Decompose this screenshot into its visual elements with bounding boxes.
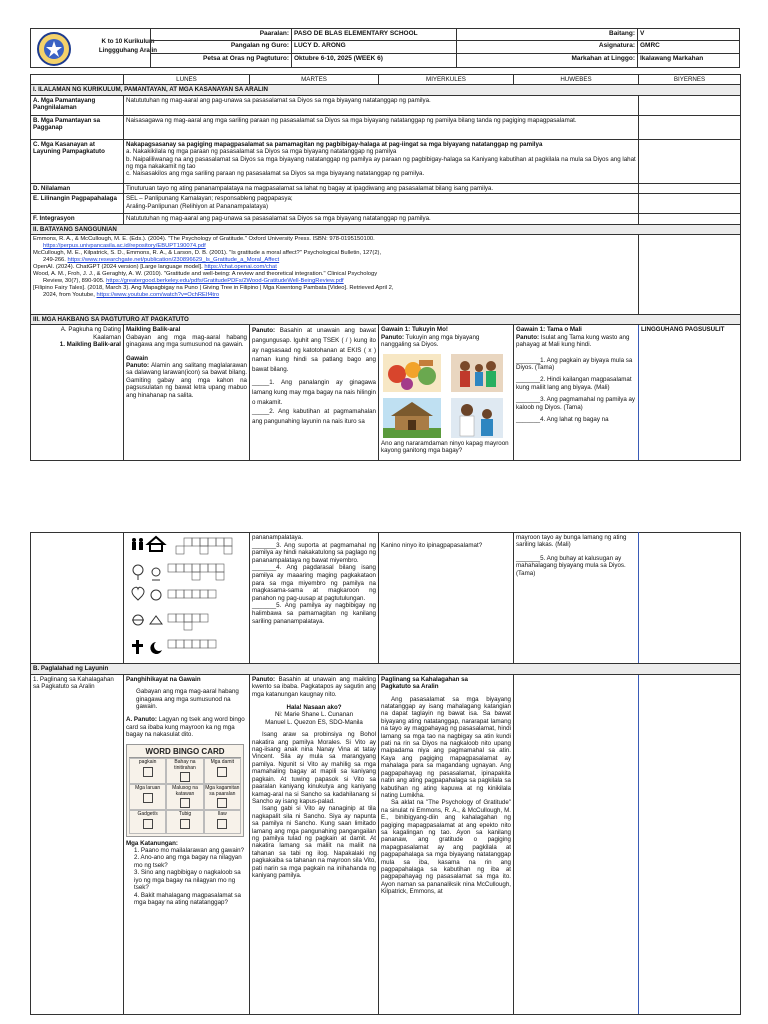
huwebes-B [514, 674, 639, 1014]
bingo-cell-label: Mga damit [210, 758, 234, 765]
references [31, 235, 639, 315]
miy-title: Gawain 1: Tukuyin Mo! [381, 326, 448, 334]
martes-item-3: _______3. Ang suporta at pagmamahal ng pamilya ay hindi nakakatulong sa paglago ng pananampalataya ng bawat miyembro. [252, 541, 376, 564]
martes-panuto-label: Panuto: [252, 327, 276, 335]
story-org: Manuel L. Quezon ES, SDO-Manila [265, 718, 363, 726]
food-image [383, 354, 441, 392]
huw-item-4: _______4. Ang lahat ng bagay na [516, 416, 609, 424]
huw-panuto-text: Isulat ang Tama kung wasto ang pahayag at Mali kung hindi. [516, 333, 630, 349]
ref-2b: 249-266. [43, 257, 66, 264]
miy-B-title2: Pagkatuto sa Aralin [381, 683, 439, 691]
row-f-label: F. Integrasyon [31, 214, 124, 224]
bingo-checkbox[interactable] [217, 819, 227, 829]
martes-item-5: _______5. Ang pamilya ay nagbibigay ng halimbawa sa pamamagitan ng kanilang sariling pananampalataya. [252, 602, 376, 625]
header-block [30, 28, 740, 68]
lunes-B-a-label: A. Panuto: [126, 716, 157, 724]
word-puzzle [124, 533, 250, 664]
huw-title: Gawain 1: Tama o Mali [516, 326, 582, 334]
huw-cont: mayroon tayo ay bunga lamang ng ating sariling lakas. (Mali) [516, 534, 627, 549]
biyernes-p2 [639, 533, 741, 664]
huw-item-5: _______5. Ang buhay at kalusugan ay mahahalagang biyayang mula sa Diyos. (Tama) [516, 554, 626, 577]
p2-label-blank [31, 533, 124, 664]
heart-icon [132, 587, 161, 600]
sectionB-label: 1. Paglinang sa Kahalagahan sa Pagkatuto sa Aralin [31, 674, 124, 1014]
miy-B-p1: Ang pasasalamat sa mga biyayang natatanggap ay isang mahalagang katangian na dapat taglayin ng bawat isa. Sa bawat biyayang ating natatanggap, nararapat lamang na tayo ay magpahayag ng pasasalamat, hindi lamang sa mga tao na nagbigay sa atin kundi pati na rin sa Diyos na nagkaloob nito upang maipadama niya ang pagmamahal sa atin. Kaya ang pagiging mapagpasalamat ay mahalaga para sa magandang ugnayan. Ang pagpapahayag ng pasasalamat, ipinapakita natin ang ating pagpapahalaga sa pagkilala sa kabutihan ng ating kapuwa at ng kinikilala nating Lumikha. [381, 695, 511, 799]
ref-1-link[interactable]: https://perpus.univpancasila.ac.id/repository/EBUPT190074.pdf [43, 243, 206, 250]
bingo-checkbox[interactable] [143, 819, 153, 829]
miy-panuto-label: Panuto: [381, 333, 405, 341]
bingo-cell-label: pagkain [138, 758, 157, 765]
puzzle-graphic [126, 534, 246, 660]
bingo-cell-damit[interactable] [204, 758, 241, 784]
ref-2-link[interactable]: https://www.researchgate.net/publication/230896629_Is_Gratitude_a_Moral_Affect [67, 257, 280, 264]
c-item-c: c. Naisasakilos ang mga sariling paraan ng pasasalamat sa Diyos sa mga biyayang natatanggap ng pamilya. [126, 170, 425, 178]
bingo-cell-kagamitan[interactable] [204, 784, 241, 810]
huwebes-p2 [514, 533, 639, 664]
bingo-cell-label: Tubig [178, 810, 192, 817]
martes-B-panuto-label: Panuto: [252, 675, 276, 683]
paaralan-value: PASO DE BLAS ELEMENTARY SCHOOL [292, 29, 457, 41]
martes-p2 [250, 533, 379, 664]
ref-5b: 2024, from Youtube, [43, 292, 95, 299]
question-1: 1. Paano mo mailalarawan ang gawain? [134, 847, 245, 855]
bingo-cell-tubig[interactable] [166, 810, 203, 834]
ref-4: Wood, A. M., Froh, J. J., & Geraghty, A. W. (2010). "Gratitude and well-being: A review and theoretical integration." Clinical Psychology [33, 271, 378, 278]
row-b-text: Naisasagawa ng mag-aaral ang mga sariling paraan ng pasasalamat sa Diyos sa mga biyayang natatanggap ng pamilya bilang tanda ng pagiging mapagpasalamat. [124, 115, 639, 139]
cross-moon-icon [132, 640, 162, 654]
row-b-label: B. Mga Pamantayan sa Pagganap [31, 115, 124, 139]
biyernes-3a: LINGGUHANG PAGSUSULIT [639, 325, 741, 461]
row-a-blank [639, 95, 741, 115]
martes-item-1: _____1. Ang panalangin ay ginagawa lamang kung may mga bagay na nais hilingin o makamit. [252, 379, 376, 406]
day-header-blank [31, 75, 124, 85]
miyerkules-3a [379, 325, 514, 461]
guro-label: Pangalan ng Guro: [151, 41, 292, 53]
martes-B [250, 674, 379, 1014]
bingo-checkbox[interactable] [180, 798, 190, 808]
title-line2: Linggguhang Aralin [98, 47, 158, 54]
miyerkules-p2 [379, 533, 514, 664]
martes-item-2: _____2. Ang kabutihan at pagmamahalan ang pangunahing layunin na nais ituro sa [252, 408, 376, 425]
family-icon [132, 538, 143, 550]
row-f-text: Natututuhan ng mag-aaral ang pag-unawa sa pasasalamat sa Diyos sa mga biyayang natatanggap ng pamilya. [124, 214, 639, 224]
bingo-checkbox[interactable] [217, 767, 227, 777]
martes-cont: pananampalataya. [252, 534, 303, 541]
row-c-blank [639, 139, 741, 183]
bingo-cell-label: Ilaw [217, 810, 227, 817]
bingo-cell-label: Mga kagamitan sa paaralan [205, 784, 240, 797]
bingo-cell-label: Mga laruan [135, 784, 161, 791]
day-header-biyernes: BIYERNES [639, 75, 741, 85]
question-4: 4. Bakit mahalagang magpasalamat sa mga bagay na ating natatanggap? [134, 891, 241, 906]
lunes-panuto-text: Alamin ang salitang maglalarawan sa dalawang larawan(icon) sa bawat bilang. Gamiting gabay ang mga kahon na pagsusulatan ng bawat letra upang mabuo ang hinahanap na salita. [126, 362, 247, 399]
asignatura-value: GMRC [638, 41, 740, 53]
huw-item-1: _______1. Ang pagkain ay biyaya mula sa Diyos. (Tama) [516, 356, 633, 372]
row-e-label: E. Lilinangin Pagpapahalaga [31, 194, 124, 214]
e-text2: Araling-Panlipunan (Relihiyon at Pananampalataya) [126, 202, 269, 210]
paaralan-label: Paaralan: [151, 29, 292, 41]
row-a-text: Natututuhan ng mag-aaral ang pag-unawa sa pasasalamat sa Diyos sa mga biyayang natatanggap ng pamilya. [124, 95, 639, 115]
lunes-B-a-text: Lagyan ng tsek ang word bingo card sa ibaba kung mayroon ka ng mga bagay na nakasulat dito. [126, 716, 245, 739]
family-image [451, 354, 503, 392]
hands-icon [132, 615, 162, 625]
row-f-blank [639, 214, 741, 224]
grid-rows [176, 538, 232, 554]
biyernes-B [639, 674, 741, 1014]
lunes-B-title: Panghihikayat na Gawain [126, 675, 201, 683]
bingo-cell-ilaw[interactable] [204, 810, 241, 834]
row-d-text: Tinuturuan tayo ng ating pananampalataya na magpasalamat sa lahat ng bagay at ipagdiwang ang pasasalamat bilang isang pamilya. [124, 183, 639, 193]
bingo-cell-bahay[interactable] [166, 758, 203, 784]
bingo-card [126, 744, 244, 837]
markahan-value: Ikalawang Markahan [638, 53, 740, 67]
day-header-martes: MARTES [250, 75, 379, 85]
row-3a-sub: 1. Maikling Balik-aral [59, 341, 121, 349]
row-a-label: A. Mga Pamantayang Pangnilalaman [31, 95, 124, 115]
story-title: Hala! Nasaan ako? [286, 704, 342, 712]
martes-B-text: Basahin at unawain ang maikling kwento sa ibaba. Pagkatapos ay sagutin ang mga katanungan kaugnay nito. [252, 675, 376, 698]
ref-5-link[interactable]: https://www.youtube.com/watch?v=OchREIf4tro [96, 292, 220, 299]
sectionB-title: B. Paglalahad ng Layunin [31, 664, 741, 674]
bingo-checkbox[interactable] [180, 772, 190, 782]
lunes-gawain: Gawain [126, 354, 149, 362]
references-blank [639, 235, 741, 315]
baitang-value: V [638, 29, 740, 41]
section2-title: II. BATAYANG SANGGUNIAN [31, 224, 741, 234]
lunes-panuto-label: Panuto: [126, 362, 150, 370]
section1-title: I. ILALAMAN NG KURIKULUM, PAMANTAYAN, AT MGA KASANAYAN SA ARALIN [31, 85, 741, 95]
day-header-miyerkules: MIYERKULES [379, 75, 514, 85]
day-header-huwebes: HUWEBES [514, 75, 639, 85]
row-c-text [124, 139, 639, 183]
ref-5: [Filipino Fairy Tales]. (2018, March 3). Ang Mapagbigay na Puno | Giving Tree in Filipino | Mga Kwentong Pambata [Video]. Retrieved April 2, [33, 285, 394, 292]
huw-panuto-label: Panuto: [516, 333, 540, 341]
baitang-label: Baitang: [457, 29, 638, 41]
bingo-cell-pagkain[interactable] [129, 758, 166, 784]
c-item-a: a. Nakakikilala ng mga paraan ng pasasalamat sa Diyos sa mga biyayang natatanggap ng pamilya [126, 148, 397, 156]
ref-2: McCullough, M. E., Kilpatrick, S. D., Emmons, R. A., & Larson, D. B. (2001). "Is gratitude a moral affect?" Psychological Bulletin, 127(2), [33, 250, 382, 257]
ref-3-link[interactable]: https://chat.openai.com/chat [204, 264, 277, 271]
huw-item-3: _______3. Ang pagmamahal ng pamilya ay kaloob ng Diyos. (Tama) [516, 396, 636, 411]
row-b-blank [639, 115, 741, 139]
miy-question: Ano ang nararamdaman ninyo kapag mayroon kayong ganitong mga bagay? [381, 439, 509, 455]
petsa-label: Petsa at Oras ng Pagtuturo: [151, 53, 292, 67]
martes-panuto-text: Basahin at unawain ang bawat pangungusap. Iguhit ang TSEK ( / ) kung ito ay nagsasaad ng katotohanan at EKIS ( x ) naman kung hindi sa patlang bago ang bawat bilang. [252, 327, 376, 373]
martes-3a [250, 325, 379, 461]
title-line1: K to 10 Kurikulum [101, 38, 155, 45]
row-d-blank [639, 183, 741, 193]
row-e-text [124, 194, 639, 214]
asignatura-label: Asignatura: [457, 41, 638, 53]
lesson-table-page2 [30, 532, 741, 1015]
ref-4-link[interactable]: https://greatergood.berkeley.edu/pdfs/GratitudePDFs/2Wood-GratitudeWell-BeingReview.pdf [106, 278, 344, 285]
bingo-cell-label: Malusog na katawan [172, 784, 198, 797]
bingo-cell-katawan[interactable] [166, 784, 203, 810]
bingo-checkbox[interactable] [180, 819, 190, 829]
bingo-checkbox[interactable] [217, 798, 227, 808]
miyerkules-B [379, 674, 514, 1014]
ref-3: OpenAI. (2024). ChatGPT (2024 version) [Large language model]. [33, 264, 203, 271]
bingo-cell-label: Gadget/s [137, 810, 158, 817]
section3-title: III. MGA HAKBANG SA PAGTUTURO AT PAGKATUTO [31, 315, 741, 325]
lunes-B-text: Gabayan ang mga mag-aaral habang ginagawa ang mga sumusunod na gawain. [136, 688, 239, 711]
bingo-cell-label: Bahay na tinitirahan [174, 758, 196, 771]
deped-seal [30, 28, 158, 68]
bingo-checkbox[interactable] [143, 767, 153, 777]
house-icon [148, 537, 164, 551]
lunes-3a [124, 325, 250, 461]
seal-icon [36, 31, 72, 67]
ref-1: Emmons, R. A., & McCullough, M. E. (Eds.). (2004). "The Psychology of Gratitude." Oxford University Press. ISBN: 978-0195150100. [33, 236, 375, 243]
c-main: Nakapagsasanay sa pagiging mapagpasalamat sa pamamagitan ng pagbibigay-halaga at pag-iingat sa mga biyayang natatanggap ng pamilya [126, 140, 543, 148]
story-p1: Isang araw sa probinsiya ng Bohol nakatira ang pamilya Morales. Si Vito ay nag-iisang anak nina Nanay Vina at tatay Vincent. Sila ay mula sa marangyang pamilya. Ngunit si Vito ay mahilig sa mga mamahaling bagay at mapili sa kaniyang pagkain. At tuwing papasok si Vito sa paaralan kaniyang kinukutya ang kaniyang kamag-aral na si Sancho sa kadahilanang si Sancho ay isang kapus-palad. [252, 731, 376, 805]
doctor-image [451, 398, 503, 438]
day-header-lunes: LUNES [124, 75, 250, 85]
miy-B-title1: Paglinang sa Kahalagahan sa [381, 675, 468, 683]
question-3: 3. Sino ang nagbibigay o nagkaloob sa iyo ng mga bagay na nilagyan mo ng tsek? [134, 869, 241, 892]
story-author: Ni: Marie Shane L. Cunanan [274, 711, 354, 719]
e-text1: SEL – Panlipunang Kamalayan; responsableng pagpapasya; [126, 195, 293, 203]
huwebes-3a [514, 325, 639, 461]
huw-item-2: _______2. Hindi kailangan magpasalamat kung maliit lang ang biyaya. (Mali) [516, 376, 632, 391]
markahan-label: Markahan at Linggo: [457, 53, 638, 67]
petsa-value: Oktubre 6-10, 2025 (WEEK 6) [292, 53, 457, 67]
mga-katanungan: Mga Katanungan: [126, 839, 178, 847]
lunes-3a-text: Gabayan ang mga mag-aaral habang ginagawa ang mga sumusunod na gawain. [126, 333, 247, 349]
bingo-title: WORD BINGO CARD [145, 746, 225, 756]
row-c-label: C. Mga Kasanayan at Layuning Pampagkatuto [31, 139, 124, 183]
miy-B-p2: Sa aklat na "The Psychology of Gratitude" na sinulat ni Emmons, R. A., & McCullough, M. E., binibigyang-diin ang kahalagahan ng pagiging mapagpasalamat at ang epekto nito sa kagalingan ng tao. Ayon sa kanilang pananaw, ang gratitude o pagiging mapagpasalamat ay ang pagkilala at pagpapahalaga sa mga biyayang natatanggap mula sa iba, kasama na rin ang pagpapahalaga sa kabutihan ng iba at pagpapahayag ng pasasalamat sa mga ito. Ayon naman sa pananaliksik nina McCullough, Kilpatrick, Emmons, at [381, 799, 511, 896]
tree-icon [133, 565, 160, 580]
bingo-cell-gadget[interactable] [129, 810, 166, 834]
miy-question2: Kanino ninyo ito ipinagpapasalamat? [381, 542, 483, 549]
row-3a-title: A. Pagkuha ng Dating Kaalaman [60, 326, 121, 341]
lunes-B [124, 674, 250, 1014]
bingo-cell-laruan[interactable] [129, 784, 166, 810]
c-item-b: b. Naipaliliwanag na ang pasasalamat sa Diyos sa mga biyayang natatanggap ng pamilya ay paraan ng pagbibigay-halaga sa Kaniyang kabutihan at pagkilala na mula sa Diyos ang lahat ng mga nakakamit ng tao [126, 155, 636, 171]
question-2: 2. Ano-ano ang mga bagay na nilagyan mo ng tsek? [134, 854, 242, 869]
blessing-images [381, 352, 511, 440]
guro-value: LUCY D. ARONG [292, 41, 457, 53]
miy-panuto-text: Tukuyin ang mga biyayang nanggaling sa Diyos. [381, 333, 480, 349]
bingo-checkbox[interactable] [143, 793, 153, 803]
row-e-blank [639, 194, 741, 214]
house-image [383, 398, 441, 438]
lunes-3a-title: Maikling Balik-aral [126, 326, 181, 334]
ref-4b: Review, 30(7), 890-905. [43, 278, 105, 285]
story-p2: Isang gabi si Vito ay nanaginip at tila nagkapalit sila ni Sancho. Siya ay napunta sa pamilya ni Sancho. Kung saan limitado lamang ang mga pangunahing pangangailan ng pamilya tulad ng pagkain at damit. At nakatira lamang sa maliit na maliit na tahanan sa tabi ng ilog. Napakalaki ng pagkakaiba sa tahanan na mayroon sila Vito, pati narin sa mga pagkain na inihahanda ng kaniyang pamilya. [252, 805, 376, 879]
martes-item-4: _______4. Ang pagdarasal bilang isang pamilya ay maaaring maging pagkakataon para sa mga miyembro ng pamilya na magkasama-sama at magkaroon ng panahon ng pag-uusap at pagtutulungan. [252, 564, 376, 602]
row-3a-label [31, 325, 124, 461]
lesson-table [30, 74, 741, 461]
row-d-label: D. Nilalaman [31, 183, 124, 193]
